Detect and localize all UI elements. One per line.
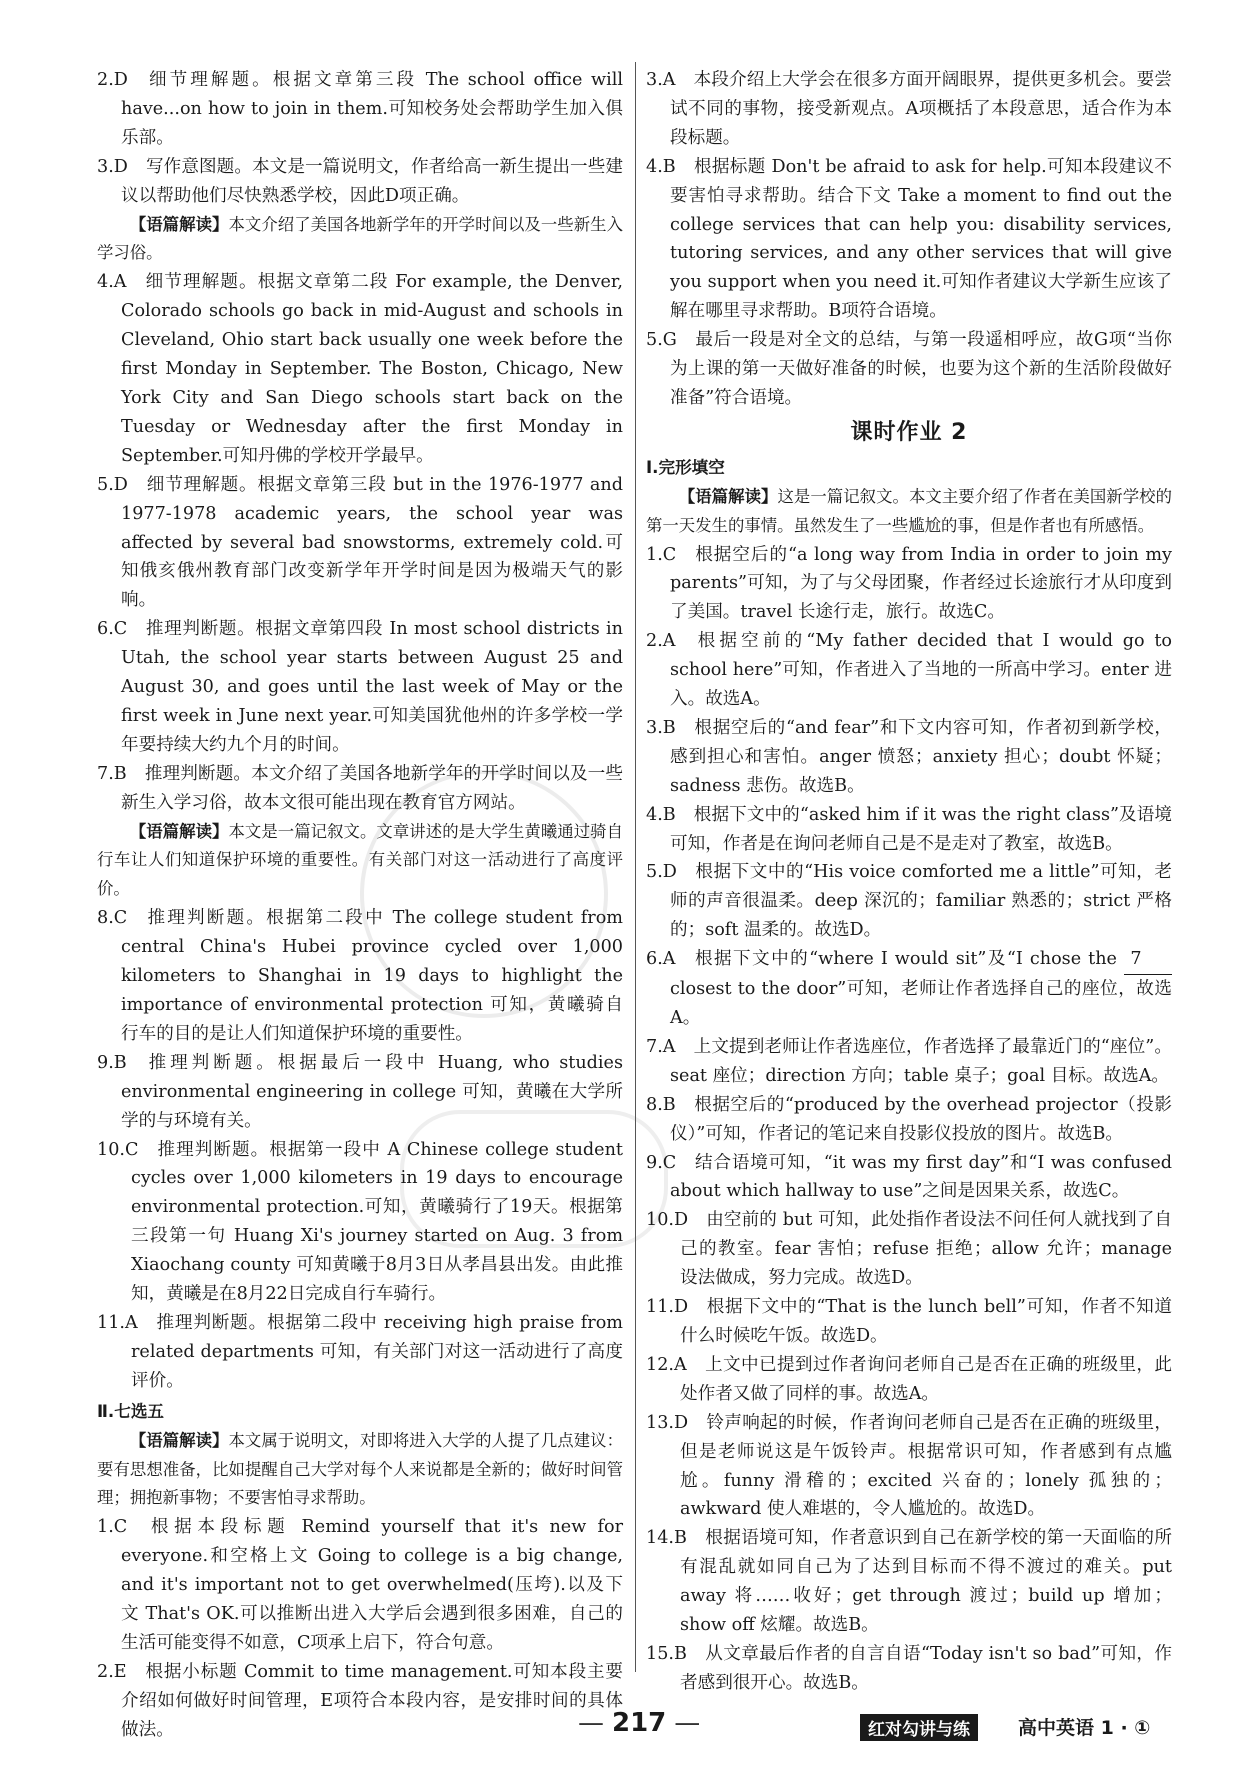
- answer-item: [646, 153, 1172, 326]
- answer-explanation: 写作意图题。本文是一篇说明文，作者给高一新生提出一些建议以帮助他们尽快熟悉学校，因此D项正确。: [121, 156, 623, 206]
- passage-analysis-tag: 【语篇解读】: [129, 1430, 229, 1450]
- answer-item: [97, 1309, 623, 1396]
- answer-explanation: 根据下文中的“That is the lunch bell”可知，作者不知道什么时候吃午饭。故选D。: [680, 1297, 1172, 1346]
- answer-number: 2.E: [97, 1661, 127, 1682]
- passage-analysis: [97, 818, 623, 905]
- answer-number: 11.D: [646, 1297, 689, 1318]
- answer-number: 2.D: [97, 70, 128, 90]
- passage-analysis-text: 本文是一篇记叙文。文章讲述的是大学生黄曦通过骑自行车让人们知道保护环境的重要性。有关部门对这一活动进行了高度评价。: [97, 821, 624, 899]
- passage-analysis-text: 本文属于说明文，对即将进入大学的人提了几点建议：要有思想准备，比如提醒自己大学对每个人来说都是全新的；做好时间管理；拥抱新事物；不要害怕寻求帮助。: [97, 1430, 624, 1508]
- answer-number: 3.A: [646, 70, 676, 90]
- section-heading: Ⅰ.完形填空: [646, 457, 725, 477]
- answer-item: [646, 1033, 1172, 1091]
- answer-number: 3.B: [646, 717, 676, 738]
- answer-number: 8.B: [646, 1094, 676, 1115]
- answer-number: 7.A: [646, 1036, 676, 1057]
- answer-number: 14.B: [646, 1528, 687, 1549]
- answer-blank: 7: [1124, 945, 1172, 975]
- answer-number: 5.G: [646, 330, 677, 351]
- passage-analysis-tag: 【语篇解读】: [129, 214, 229, 234]
- left-column: [97, 66, 623, 1745]
- answer-explanation: 从文章最后作者的自言自语“Today isn't so bad”可知，作者感到很开心。故选B。: [680, 1643, 1172, 1693]
- answer-number: 4.B: [646, 156, 676, 177]
- answer-item: [97, 1049, 623, 1136]
- answer-item: [646, 801, 1172, 859]
- page-number: — 217 —: [578, 1708, 701, 1738]
- answer-explanation: 根据下文中的“where I would sit”及“I chose the: [693, 949, 1124, 970]
- answer-number: 6.C: [97, 619, 128, 640]
- answer-item: [646, 1524, 1172, 1640]
- answer-item: [646, 945, 1172, 1033]
- answer-number: 5.D: [97, 474, 128, 495]
- answer-explanation: 上文提到老师让作者选座位，作者选择了最靠近门的“座位”。seat 座位；direction 方向；table 桌子；goal 目标。故选A。: [670, 1036, 1172, 1086]
- answer-explanation: closest to the door”可知，老师让作者选择自己的座位，故选A。: [670, 979, 1172, 1028]
- answer-explanation: 最后一段是对全文的总结，与第一段遥相呼应，故G项“当你为上课的第一天做好准备的时候，也要为这个新的生活阶段做好准备”符合语境。: [670, 330, 1172, 408]
- answer-item: [646, 1206, 1172, 1293]
- answer-item: [97, 1513, 623, 1658]
- passage-analysis-text: 这是一篇记叙文。本文主要介绍了作者在美国新学校的第一天发生的事情。虽然发生了一些尴尬的事，但是作者也有所感悟。: [646, 486, 1173, 535]
- answer-item: [97, 1136, 623, 1309]
- answer-number: 2.A: [646, 631, 676, 652]
- answer-explanation: 细节理解题。根据文章第三段 The school office will have...on how to join in them.可知校务处会帮助学生加入俱乐部。: [121, 70, 623, 148]
- lesson-title: 课时作业 2: [850, 419, 968, 445]
- answer-explanation: 根据标题 Don't be afraid to ask for help.可知本段建议不要害怕寻求帮助。结合下文 Take a moment to find out the college services that can help you: disability services, tutoring services, and any other services that will give you support when you need it.可知作者建议大学新生应该了解在哪里寻求帮助。B项符合语境。: [670, 156, 1172, 322]
- brand-label: 红对勾讲与练: [860, 1714, 978, 1741]
- answer-explanation: 铃声响起的时候，作者询问老师自己是否在正确的班级里，但是老师说这是午饭铃声。根据常识可知，作者感到有点尴尬。funny 滑稽的；excited 兴奋的；lonely 孤独的；awkward 使人难堪的，令人尴尬的。故选D。: [680, 1412, 1172, 1520]
- answer-explanation: 细节理解题。根据文章第三段 but in the 1976-1977 and 1977-1978 academic years, the school year was affected by several bad snowstorms, extremely cold.可知俄亥俄州教育部门改变新学年开学时间是因为极端天气的影响。: [121, 474, 623, 611]
- answer-number: 10.D: [646, 1210, 689, 1231]
- passage-analysis: [97, 211, 623, 269]
- answer-item: [646, 1091, 1172, 1149]
- column-divider: [635, 62, 636, 1672]
- answer-number: 11.A: [97, 1312, 138, 1333]
- answer-number: 7.B: [97, 763, 127, 784]
- answer-number: 9.C: [646, 1152, 677, 1173]
- answer-explanation: 根据语境可知，作者意识到自己在新学校的第一天面临的所有混乱就如同自己为了达到目标而不得不渡过的难关。put away 将……收好；get through 渡过；build up 增加；show off 炫耀。故选B。: [680, 1528, 1172, 1636]
- answer-item: [646, 541, 1172, 628]
- answer-item: [97, 471, 623, 616]
- answer-explanation: 根据小标题 Commit to time management.可知本段主要介绍如何做好时间管理，E项符合本段内容，是安排时间的具体做法。: [121, 1661, 623, 1740]
- answer-item: [97, 760, 623, 818]
- answer-number: 15.B: [646, 1643, 687, 1664]
- answer-explanation: 根据空前的“My father decided that I would go to school here”可知，作者进入了当地的一所高中学习。enter 进入。故选A。: [670, 631, 1172, 710]
- answer-number: 6.A: [646, 949, 676, 970]
- answer-number: 5.D: [646, 862, 677, 883]
- answer-item: [646, 1351, 1172, 1409]
- answer-number: 1.C: [646, 544, 677, 565]
- answer-item: [646, 326, 1172, 413]
- answer-item: [646, 66, 1172, 153]
- answer-explanation: 根据空后的“a long way from India in order to join my parents”可知，为了与父母团聚，作者经过长途旅行才从印度到了美国。travel 长途行走，旅行。故选C。: [670, 544, 1172, 623]
- answer-number: 8.C: [97, 908, 128, 929]
- answer-explanation: 推理判断题。根据第二段中 The college student from central China's Hubei province cycled over 1,000 kilometers to Shanghai in 19 days to highlight the importance of environmental protection 可知，黄曦骑自行车的目的是让人们知道保护环境的重要性。: [121, 908, 623, 1044]
- answer-item: [646, 1409, 1172, 1525]
- answer-explanation: 根据下文中的“His voice comforted me a little”可知，老师的声音很温柔。deep 深沉的；familiar 熟悉的；strict 严格的；soft 温柔的。故选D。: [670, 862, 1172, 941]
- answer-item: [646, 1640, 1172, 1698]
- answer-item: [646, 858, 1172, 945]
- answer-number: 4.B: [646, 804, 676, 825]
- answer-explanation: 细节理解题。根据文章第二段 For example, the Denver, Colorado schools go back in mid-August and schools in Cleveland, Ohio start back usually one week before the first Monday in September. The Boston, Chicago, New York City and San Diego schools start back on the Tuesday or Wednesday after the first Monday in September.可知丹佛的学校开学最早。: [121, 272, 623, 466]
- answer-explanation: 根据空后的“and fear”和下文内容可知，作者初到新学校，感到担心和害怕。anger 愤怒；anxiety 担心；doubt 怀疑；sadness 悲伤。故选B。: [670, 717, 1172, 796]
- answer-item: [97, 615, 623, 760]
- right-column: [646, 66, 1172, 1698]
- passage-analysis-tag: 【语篇解读】: [678, 486, 778, 506]
- book-title: 高中英语 1 · ①: [1018, 1717, 1151, 1739]
- answer-number: 13.D: [646, 1412, 689, 1433]
- passage-analysis: [97, 1427, 623, 1514]
- answer-number: 10.C: [97, 1139, 139, 1160]
- page-footer: [0, 1708, 1250, 1748]
- answer-explanation: 上文中已提到过作者询问老师自己是否在正确的班级里，此处作者又做了同样的事。故选A。: [680, 1354, 1172, 1404]
- answer-explanation: 推理判断题。根据第二段中 receiving high praise from related departments 可知，有关部门对这一活动进行了高度评价。: [131, 1312, 623, 1391]
- answer-number: 1.C: [97, 1517, 128, 1538]
- answer-explanation: 由空前的 but 可知，此处指作者设法不问任何人就找到了自己的教室。fear 害怕；refuse 拒绝；allow 允许；manage 设法做成，努力完成。故选D。: [680, 1210, 1172, 1289]
- answer-explanation: 推理判断题。根据文章第四段 In most school districts in Utah, the school year starts between August 25 and August 30, and goes until the last week of May or the first week in June next year.可知美国犹他州的许多学校一学年要持续大约九个月的时间。: [121, 619, 623, 755]
- answer-number: 3.D: [97, 156, 128, 177]
- answer-item: [646, 627, 1172, 714]
- answer-explanation: 根据下文中的“asked him if it was the right class”及语境可知，作者是在询问老师自己是不是走对了教室，故选B。: [670, 804, 1172, 854]
- answer-number: 12.A: [646, 1354, 687, 1375]
- answer-explanation: 根据空后的“produced by the overhead projector（投影仪）”可知，作者记的笔记来自投影仪投放的图片。故选B。: [670, 1094, 1172, 1144]
- answer-item: [646, 714, 1172, 801]
- answer-explanation: 推理判断题。本文介绍了美国各地新学年的开学时间以及一些新生入学习俗，故本文很可能出现在教育官方网站。: [121, 763, 623, 813]
- answer-explanation: 根据本段标题 Remind yourself that it's new for everyone.和空格上文 Going to college is a big change, and it's important not to get overwhelmed(压垮).以及下文 That's OK.可以推断出进入大学后会遇到很多困难，自己的生活可能变得不如意，C项承上启下，符合句意。: [121, 1517, 623, 1653]
- section-heading: Ⅱ.七选五: [97, 1401, 165, 1421]
- answer-item: [646, 1149, 1172, 1207]
- passage-analysis-text: 本文介绍了美国各地新学年的开学时间以及一些新生入学习俗。: [97, 214, 624, 263]
- answer-item: [97, 268, 623, 470]
- answer-explanation: 结合语境可知，“it was my first day”和“I was confused about which hallway to use”之间是因果关系，故选C。: [670, 1152, 1172, 1202]
- answer-number: 4.A: [97, 272, 127, 293]
- answer-explanation: 推理判断题。根据第一段中 A Chinese college student cycles over 1,000 kilometers in 19 days to encourage environmental protection.可知，黄曦骑行了19天。根据第三段第一句 Huang Xi's journey started on Aug. 3 from Xiaochang county 可知黄曦于8月3日从孝昌县出发。由此推知，黄曦是在8月22日完成自行车骑行。: [131, 1139, 623, 1305]
- passage-analysis: [646, 483, 1172, 541]
- answer-item: [646, 1293, 1172, 1351]
- answer-explanation: 本段介绍上大学会在很多方面开阔眼界，提供更多机会。要尝试不同的事物，接受新观点。A项概括了本段意思，适合作为本段标题。: [670, 70, 1172, 148]
- passage-analysis-tag: 【语篇解读】: [129, 821, 229, 841]
- answer-item: [97, 66, 623, 153]
- answer-explanation: 推理判断题。根据最后一段中 Huang, who studies environmental engineering in college 可知，黄曦在大学所学的与环境有关。: [121, 1052, 623, 1131]
- answer-number: 9.B: [97, 1052, 127, 1073]
- answer-item: [97, 904, 623, 1049]
- answer-item: [97, 153, 623, 211]
